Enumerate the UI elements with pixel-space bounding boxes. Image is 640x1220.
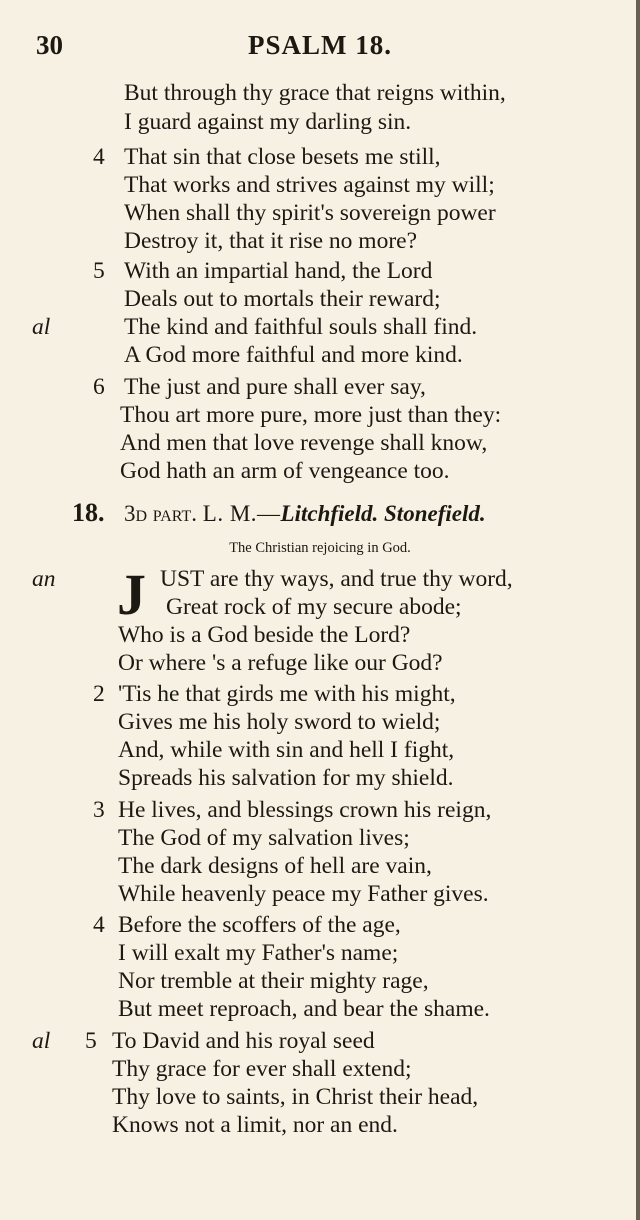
verse-line: 'Tis he that girds me with his might,: [118, 681, 456, 707]
hymn-tunes: Litchfield. Stonefield.: [280, 501, 486, 526]
verse-line: To David and his royal seed: [112, 1028, 375, 1054]
verse-line: The dark designs of hell are vain,: [118, 853, 432, 879]
verse-line: Great rock of my secure abode;: [166, 594, 462, 620]
verse-number: 6: [93, 374, 105, 400]
verse-number: 3: [93, 797, 105, 823]
verse-line: Destroy it, that it rise no more?: [124, 228, 418, 254]
verse-line: Deals out to mortals their reward;: [124, 286, 441, 312]
margin-mark: al: [32, 1028, 51, 1054]
verse-line: Nor tremble at their mighty rage,: [118, 968, 429, 994]
verse-line: The kind and faithful souls shall find.: [124, 314, 478, 340]
verse-line: That sin that close besets me still,: [124, 144, 441, 170]
verse-number: 2: [93, 681, 105, 707]
verse-line: But through thy grace that reigns within,: [124, 80, 506, 106]
verse-number: 5: [93, 258, 105, 284]
verse-line: While heavenly peace my Father gives.: [118, 881, 489, 907]
verse-line: Thy love to saints, in Christ their head,: [112, 1084, 479, 1110]
verse-line: God hath an arm of vengeance too.: [120, 458, 450, 484]
hymn-heading: [124, 501, 486, 527]
verse-line: Thy grace for ever shall extend;: [112, 1056, 412, 1082]
verse-line: Or where 's a refuge like our God?: [118, 650, 443, 676]
verse-line: He lives, and blessings crown his reign,: [118, 797, 492, 823]
hymn-number: 18.: [72, 498, 105, 527]
verse-line: Spreads his salvation for my shield.: [118, 765, 454, 791]
page-edge: [636, 0, 640, 1220]
verse-line: With an impartial hand, the Lord: [124, 258, 433, 284]
verse-line: And men that love revenge shall know,: [120, 430, 488, 456]
verse-number: 4: [93, 912, 105, 938]
verse-line: When shall thy spirit's sovereign power: [124, 200, 496, 226]
verse-line: But meet reproach, and bear the shame.: [118, 996, 490, 1022]
verse-line: Thou art more pure, more just than they:: [120, 402, 502, 428]
verse-line: A God more faithful and more kind.: [124, 342, 463, 368]
verse-line: Who is a God beside the Lord?: [118, 622, 411, 648]
verse-line: Before the scoffers of the age,: [118, 912, 401, 938]
margin-mark: an: [32, 566, 56, 592]
hymn-meter: L. M.—: [202, 501, 281, 526]
verse-number: 5: [85, 1028, 97, 1054]
verse-number: 4: [93, 144, 105, 170]
verse-line: UST are thy ways, and true thy word,: [160, 566, 513, 592]
verse-line: And, while with sin and hell I fight,: [118, 737, 455, 763]
hymn-part: 3d part.: [124, 501, 198, 526]
hymn-subtitle: The Christian rejoicing in God.: [229, 540, 411, 556]
page-number: 30: [36, 30, 63, 60]
drop-cap: J: [117, 562, 146, 627]
verse-line: The just and pure shall ever say,: [124, 374, 426, 400]
running-head: PSALM 18.: [248, 30, 392, 60]
margin-mark: al: [32, 314, 51, 340]
verse-line: The God of my salvation lives;: [118, 825, 410, 851]
verse-line: I will exalt my Father's name;: [118, 940, 399, 966]
verse-line: That works and strives against my will;: [124, 172, 495, 198]
verse-line: I guard against my darling sin.: [124, 109, 412, 135]
verse-line: Knows not a limit, nor an end.: [112, 1112, 398, 1138]
verse-line: Gives me his holy sword to wield;: [118, 709, 441, 735]
